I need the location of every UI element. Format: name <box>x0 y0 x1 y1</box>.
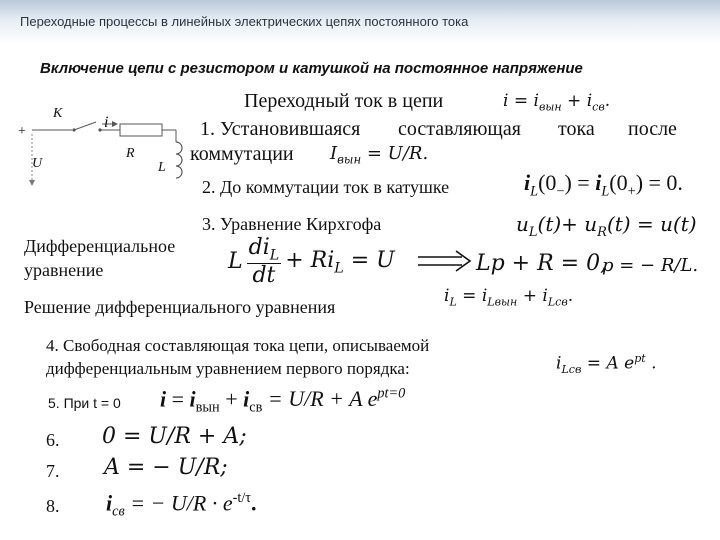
diffeq-label-line1: Дифференциальное <box>24 236 176 256</box>
item5-label: 5. При t = 0 <box>48 395 121 411</box>
slide-header-title: Переходные процессы в линейных электрических цепях постоянного тока <box>20 14 469 29</box>
item1-line1-word4: после <box>628 118 677 140</box>
diffeq-label-line2: уравнение <box>24 260 104 280</box>
item6-number: 6. <box>46 430 60 450</box>
source-voltage-arrow <box>29 180 35 186</box>
current-label: i <box>104 114 109 131</box>
solution-formula: $i_L = i_{Lвын} + i_{Lсв}$. <box>444 286 574 309</box>
characteristic-equation: Lp + R = 0, <box>476 251 608 276</box>
diffeq-coef-L: L <box>228 249 243 275</box>
item4-formula: $i_{Lсв} = A$ $e^{pt}$ . <box>556 352 657 377</box>
item1-formula: $I_{вын} = U/R$. <box>330 143 429 167</box>
inductor-symbol <box>176 142 182 178</box>
item8-formula: $i_{св}$ = − $U/R \cdot e^{-t/\tau}$. <box>106 490 257 520</box>
implies-arrow <box>418 250 474 272</box>
item2-text: 2. До коммутации ток в катушке <box>202 177 450 197</box>
item2-formula: $i_L(0_-) = i_L(0_+) = 0$. <box>524 170 683 200</box>
item5-formula: $i = i_{вын} + i_{св} = U/R + A$ $e^{pt=0}$ <box>160 386 406 416</box>
diffeq-fraction-den: dt <box>252 263 276 289</box>
current-arrow-head <box>112 121 118 127</box>
solution-label: Решение дифференциального уравнения <box>24 297 336 317</box>
slide-subtitle: Включение цепи с резистором и катушкой на постоянное напряжение <box>40 60 583 77</box>
diffeq-fraction <box>247 236 282 287</box>
voltage-label: U <box>32 156 43 171</box>
diffeq-equation <box>228 236 395 287</box>
diffeq-fraction-num: $di_L$ <box>248 235 280 264</box>
resistor-label: R <box>126 146 135 161</box>
switch-label: K <box>53 106 63 121</box>
item4-line1: 4. Свободная составляющая тока цепи, описываемой <box>46 336 430 355</box>
plus-terminal-label: + <box>18 124 26 139</box>
item3-formula: $u_L(t)+ u_R(t) = u(t)$ <box>516 212 697 240</box>
diffeq-rest: + $Ri_L = U$ <box>285 247 395 276</box>
item4-line2: дифференциальным уравнением первого порядка: <box>46 359 410 378</box>
item6-formula: 0 = U/R + A; <box>102 424 247 449</box>
item8-number: 8. <box>46 496 60 516</box>
item3-text: 3. Уравнение Кирхгофа <box>202 214 382 234</box>
item1-line1-word2: составляющая <box>398 118 521 140</box>
characteristic-root: p = − R/L. <box>602 255 699 276</box>
item1-line1-start: 1. Установившаяся <box>200 118 361 140</box>
transient-formula: $i = i_{вын} + i_{св}$. <box>503 91 611 114</box>
switch-blade <box>74 122 96 130</box>
inductor-label: L <box>158 160 166 175</box>
transient-title: Переходный ток в цепи <box>244 90 444 112</box>
item1-line2: коммутации <box>190 143 294 165</box>
item7-formula: A = − U/R; <box>104 455 228 480</box>
item7-number: 7. <box>46 461 60 481</box>
resistor-symbol <box>120 124 162 136</box>
item1-line1-word3: тока <box>558 118 595 140</box>
